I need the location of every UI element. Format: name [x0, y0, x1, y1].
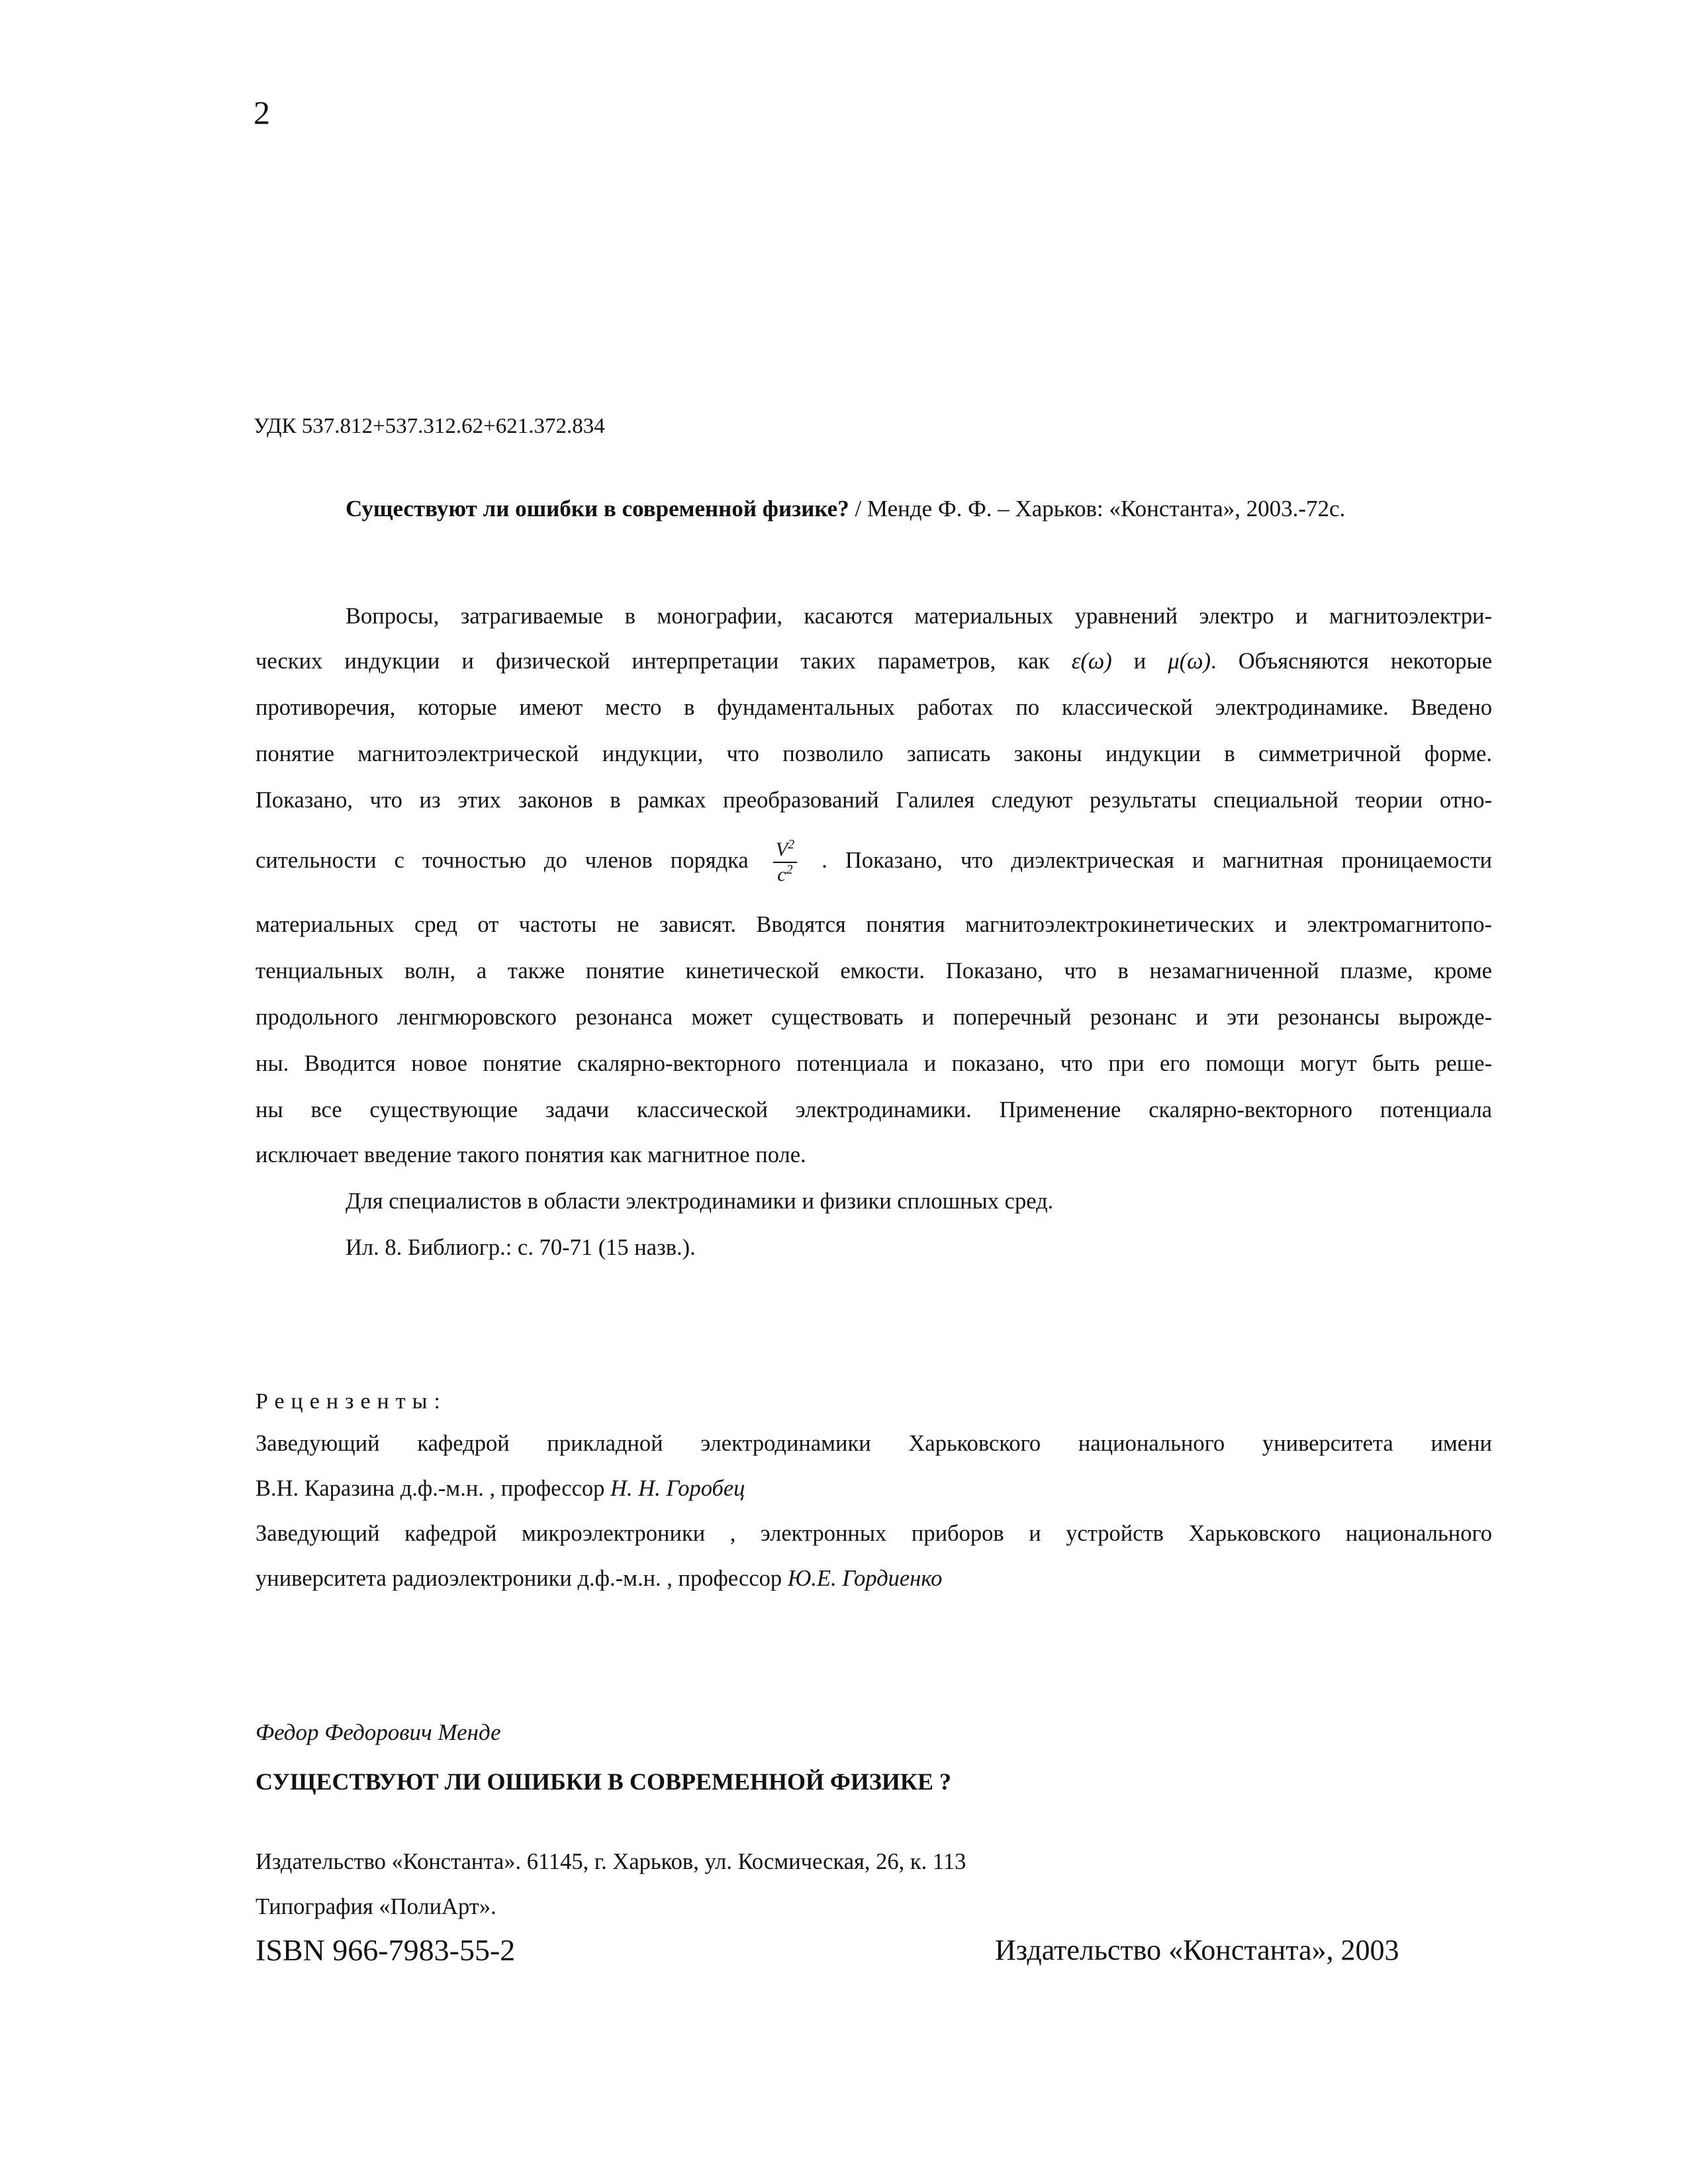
reviewers-heading: Рецензенты:: [256, 1389, 447, 1414]
epsilon-omega-formula: ε(ω): [1071, 649, 1112, 674]
printing-house: Типография «ПолиАрт».: [256, 1894, 496, 1919]
abstract-line: [256, 601, 1492, 631]
isbn: ISBN 966-7983-55-2: [256, 1933, 516, 1967]
page-number: 2: [254, 94, 270, 131]
publisher-address: Издательство «Константа». 61145, г. Харьков, ул. Космическая, 26, к. 113: [256, 1849, 966, 1874]
reviewer-1-degree: В.Н. Каразина д.ф.-м.н. , профессор: [256, 1476, 611, 1501]
abstract-text: . Показано, что диэлектрическая и магнитная проницаемости: [821, 847, 1493, 873]
abstract-text: . Объясняются некоторые: [1211, 649, 1493, 674]
abstract-line: [256, 646, 1492, 676]
v2-over-c2-fraction: $\frac{V^2}{c^2}$: [773, 838, 797, 887]
abstract-text: исключает введение такого понятия как магнитное поле.: [256, 1142, 806, 1167]
abstract-line: [256, 739, 1492, 769]
copyright-line: Издательство «Константа», 2003: [995, 1934, 1399, 1966]
abstract-text: материальных сред от частоты не зависят. Вводятся понятия магнитоэлектрокинетических и электромагнитопо-: [256, 912, 1492, 937]
udk-code: УДК 537.812+537.312.62+621.372.834: [254, 414, 605, 438]
abstract-text: противоречия, которые имеют место в фундаментальных работах по классической электродинамике. Введено: [256, 695, 1492, 720]
book-title: СУЩЕСТВУЮТ ЛИ ОШИБКИ В СОВРЕМЕННОЙ ФИЗИКЕ ?: [256, 1768, 951, 1795]
abstract-text: сительности с точностью до членов порядка: [256, 847, 749, 873]
abstract-line: [256, 1048, 1492, 1079]
reviewer-1-line: [256, 1473, 1492, 1504]
reviewer-2-line: [256, 1518, 1492, 1549]
bibliographic-citation: [346, 494, 1564, 524]
abstract-line: [256, 909, 1492, 940]
abstract-text: понятие магнитоэлектрической индукции, что позволило записать законы индукции в симметричной форме.: [256, 741, 1492, 766]
abstract-text: ны. Вводится новое понятие скалярно-векторного потенциала и показано, что при его помощи могут быть реше-: [256, 1051, 1492, 1076]
abstract-line: [256, 1140, 1492, 1170]
mu-omega-formula: μ(ω): [1168, 649, 1211, 674]
reviewer-1-position: Заведующий кафедрой прикладной электродинамики Харьковского национального университета имени: [256, 1431, 1492, 1456]
abstract-text: и: [1133, 649, 1147, 674]
abstract-line: [256, 1095, 1492, 1125]
reviewer-1-name: Н. Н. Горобец: [610, 1476, 745, 1501]
reviewer-2-line: [256, 1563, 1492, 1594]
abstract-line: [256, 692, 1492, 723]
illustrations-bibliography: Ил. 8. Библиогр.: с. 70-71 (15 назв.).: [346, 1235, 696, 1260]
abstract-text: ческих индукции и физической интерпретации таких параметров, как: [256, 649, 1050, 674]
abstract-text: ны все существующие задачи классической электродинамики. Применение скалярно-векторного потенциала: [256, 1097, 1492, 1122]
abstract-text: тенциальных волн, а также понятие кинетической емкости. Показано, что в незамагниченной плазме, кроме: [256, 958, 1492, 983]
abstract-line: [256, 956, 1492, 986]
citation-details: / Менде Ф. Ф. – Харьков: «Константа», 2003.-72с.: [849, 496, 1346, 522]
author-name: Федор Федорович Менде: [256, 1719, 501, 1745]
citation-title: Существуют ли ошибки в современной физике?: [346, 496, 849, 522]
reviewer-2-degree: университета радиоэлектроники д.ф.-м.н. , профессор: [256, 1566, 788, 1591]
reviewer-2-name: Ю.Е. Гордиенко: [787, 1566, 943, 1591]
abstract-line: [256, 785, 1492, 815]
abstract-line: [256, 838, 1492, 887]
abstract-text: продольного ленгмюровского резонанса может существовать и поперечный резонанс и эти резонансы вырожде-: [256, 1005, 1492, 1030]
audience-note: Для специалистов в области электродинамики и физики сплошных сред.: [346, 1189, 1054, 1214]
abstract-text: Показано, что из этих законов в рамках преобразований Галилея следуют результаты специальной теории отно-: [256, 788, 1492, 813]
reviewer-1-line: [256, 1428, 1492, 1459]
abstract-line: [256, 1002, 1492, 1032]
abstract-text: Вопросы, затрагиваемые в монографии, касаются материальных уравнений электро и магнитоэлектри-: [346, 604, 1492, 629]
reviewer-2-position: Заведующий кафедрой микроэлектроники , электронных приборов и устройств Харьковского национального: [256, 1521, 1492, 1546]
